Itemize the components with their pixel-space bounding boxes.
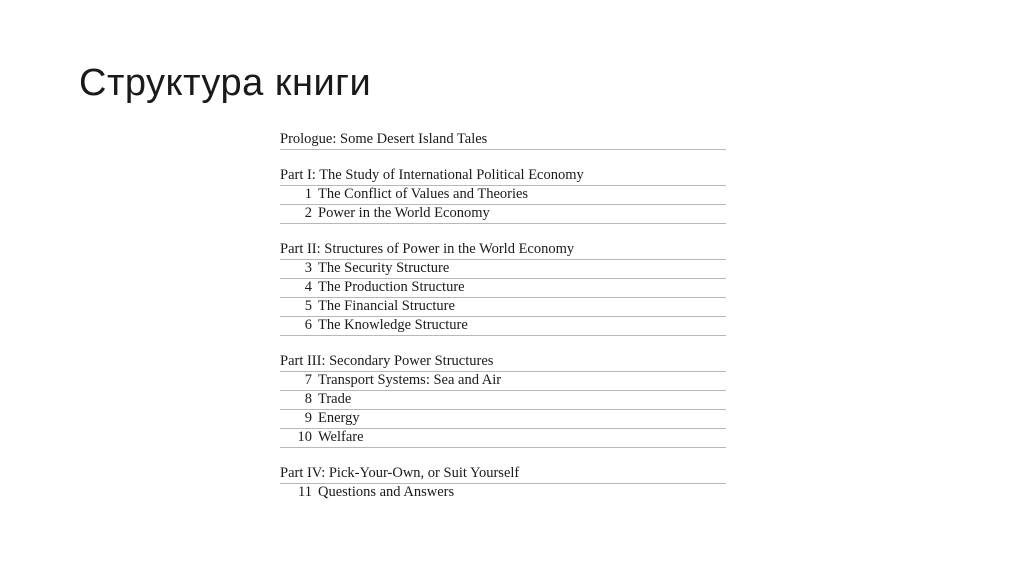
part-3: [280, 353, 726, 448]
part-1: [280, 167, 726, 224]
chapter-title: The Knowledge Structure: [318, 317, 468, 333]
part-heading: Part II: Structures of Power in the World Economy: [280, 241, 726, 260]
chapter-title: Energy: [318, 410, 360, 426]
part-2: [280, 241, 726, 336]
part-4: [280, 465, 726, 502]
chapter-number: 2: [304, 205, 312, 221]
chapter-title: Transport Systems: Sea and Air: [318, 372, 502, 388]
part-heading: Part I: The Study of International Political Economy: [280, 167, 726, 186]
chapter-line: [280, 317, 726, 336]
chapter-title: The Financial Structure: [318, 298, 455, 314]
chapter-number: 10: [297, 429, 312, 445]
chapter-line: [280, 260, 726, 279]
chapter-line: [280, 298, 726, 317]
chapter-title: Power in the World Economy: [318, 205, 490, 221]
chapter-number: 4: [304, 279, 312, 295]
chapter-title: The Security Structure: [318, 260, 450, 276]
chapter-line: [280, 391, 726, 410]
part-heading: Part III: Secondary Power Structures: [280, 353, 726, 372]
chapter-number: 9: [304, 410, 312, 426]
chapter-number: 8: [304, 391, 312, 407]
chapter-line: [280, 484, 726, 502]
chapter-line: [280, 205, 726, 224]
chapter-title: Welfare: [318, 429, 364, 445]
chapter-number: 11: [298, 484, 312, 500]
chapter-number: 1: [304, 186, 312, 202]
table-of-contents: [280, 131, 726, 519]
slide-title: Структура книги: [79, 62, 372, 104]
chapter-line: [280, 429, 726, 448]
chapter-title: Questions and Answers: [318, 484, 455, 500]
part-heading: Part IV: Pick-Your-Own, or Suit Yourself: [280, 465, 726, 484]
prologue-line: Prologue: Some Desert Island Tales: [280, 131, 726, 150]
chapter-number: 5: [304, 298, 312, 314]
chapter-line: [280, 410, 726, 429]
chapter-number: 3: [304, 260, 312, 276]
chapter-title: The Conflict of Values and Theories: [318, 186, 529, 202]
chapter-title: Trade: [318, 391, 352, 407]
chapter-title: The Production Structure: [318, 279, 465, 295]
chapter-number: 6: [304, 317, 312, 333]
chapter-line: [280, 279, 726, 298]
chapter-line: [280, 372, 726, 391]
chapter-number: 7: [304, 372, 312, 388]
chapter-line: [280, 186, 726, 205]
